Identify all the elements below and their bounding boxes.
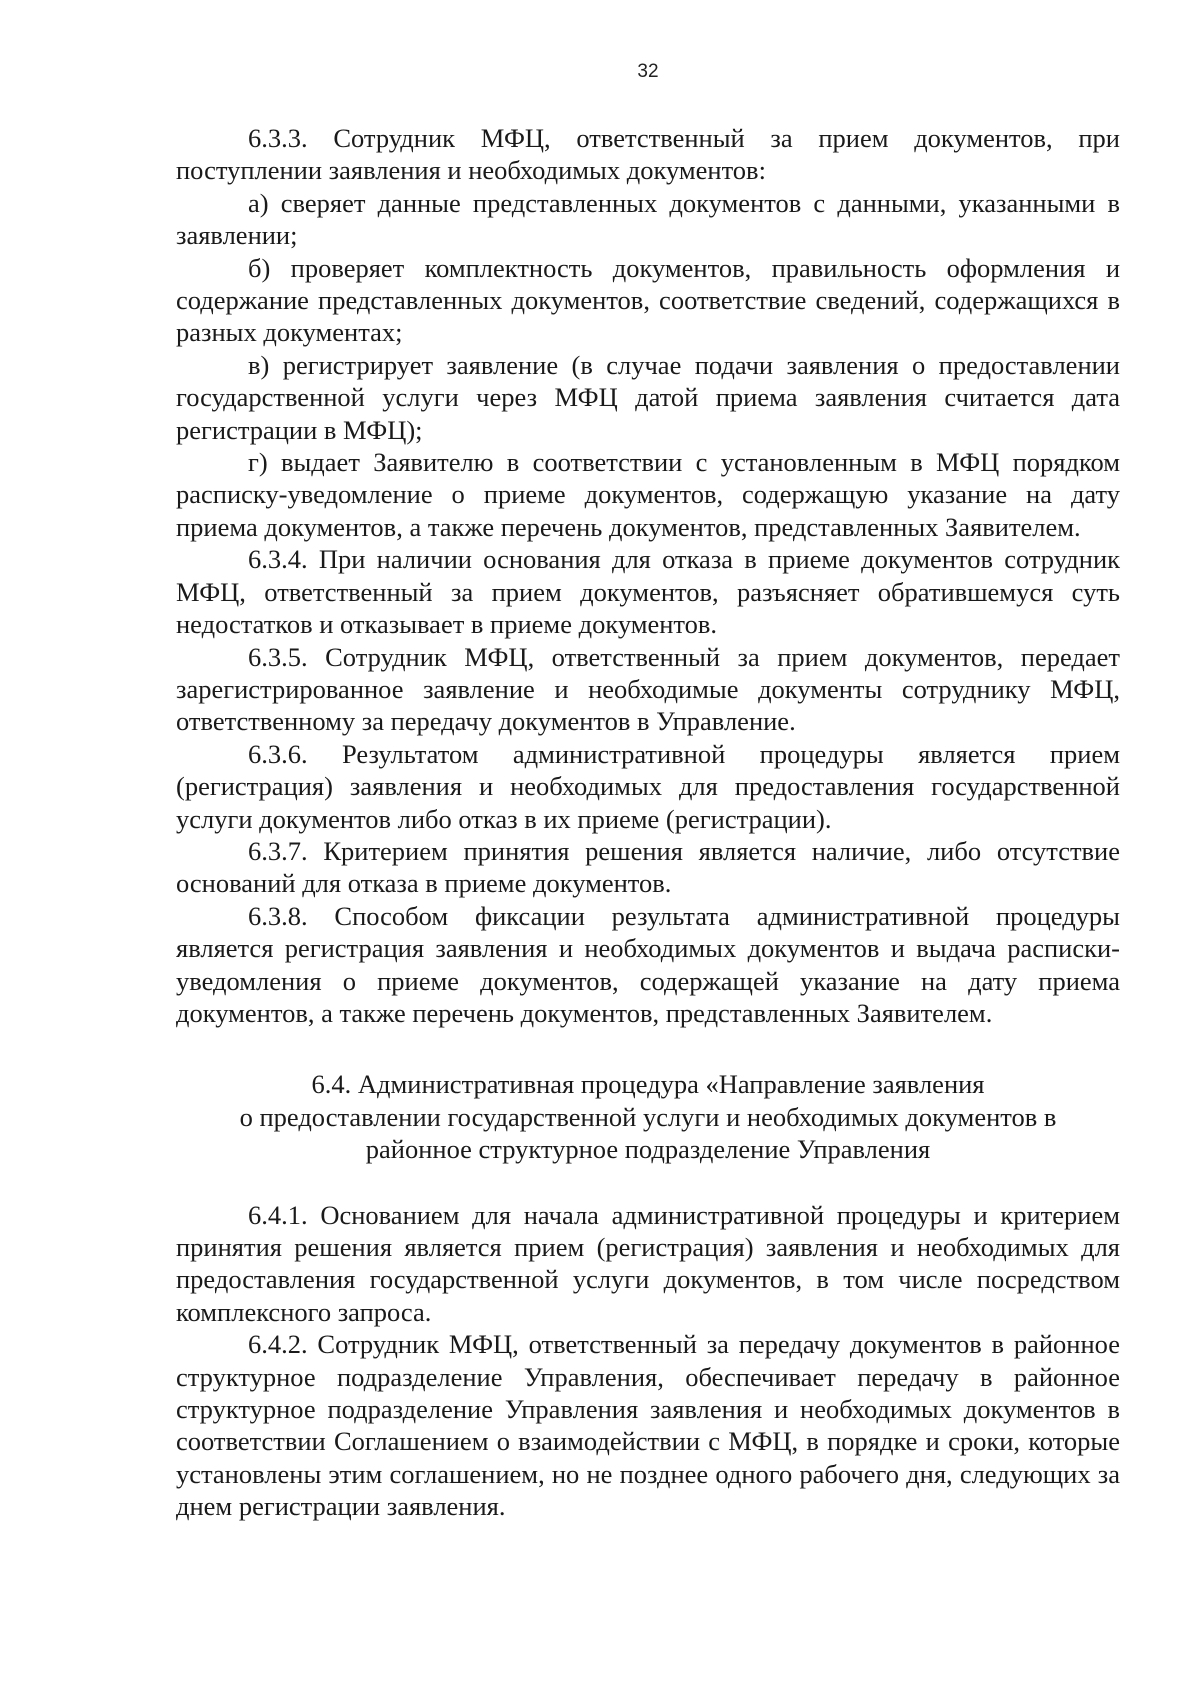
- paragraph-6-4-2: 6.4.2. Сотрудник МФЦ, ответственный за передачу документов в районное структурное подразделение Управления, обеспечивает передачу в районное структурное подразделение Управления заявления и необходимых документов в соответствии Соглашением о взаимодействии с МФЦ, в порядке и сроки, которые установлены этим соглашением, но не позднее одного рабочего дня, следующих за днем регистрации заявления.: [176, 1329, 1120, 1522]
- section-heading-line: о предоставлении государственной услуги и необходимых документов в: [239, 1101, 1057, 1132]
- paragraph-item-v: в) регистрирует заявление (в случае подачи заявления о предоставлении государственной услуги через МФЦ датой приема заявления считается дата регистрации в МФЦ);: [176, 349, 1120, 445]
- paragraph-6-3-4: 6.3.4. При наличии основания для отказа в приеме документов сотрудник МФЦ, ответственный за прием документов, разъясняет обратившемуся суть недостатков и отказывает в приеме документов.: [176, 544, 1120, 640]
- paragraph-item-b: б) проверяет комплектность документов, правильность оформления и содержание представленных документов, соответствие сведений, содержащихся в разных документах;: [176, 252, 1120, 348]
- section-heading-line: районное структурное подразделение Управления: [365, 1134, 931, 1165]
- page-number: 32: [637, 61, 659, 82]
- paragraph-6-3-5: 6.3.5. Сотрудник МФЦ, ответственный за прием документов, передает зарегистрированное заявление и необходимые документы сотруднику МФЦ, ответственному за передачу документов в Управление.: [176, 641, 1120, 737]
- paragraph-6-3-8: 6.3.8. Способом фиксации результата административной процедуры является регистрация заявления и необходимых документов и выдача расписки-уведомления о приеме документов, содержащей указание на дату приема документов, а также перечень документов, представленных Заявителем.: [176, 900, 1120, 1028]
- document-page: [176, 60, 1120, 1523]
- paragraph-item-g: г) выдает Заявителю в соответствии с установленным в МФЦ порядком расписку-уведомление о приеме документов, содержащую указание на дату приема документов, а также перечень документов, представленных Заявителем.: [176, 447, 1120, 542]
- section-heading-6-4: [176, 1068, 1120, 1165]
- paragraph-6-4-1: 6.4.1. Основанием для начала административной процедуры и критерием принятия решения является прием (регистрация) заявления и необходимых для предоставления государственной услуги документов, в том числе посредством комплексного запроса.: [176, 1199, 1120, 1327]
- paragraph-6-3-6: 6.3.6. Результатом административной процедуры является прием (регистрация) заявления и необходимых для предоставления государственной услуги документов либо отказ в их приеме (регистрации).: [176, 738, 1120, 834]
- section-heading-line: 6.4. Административная процедура «Направление заявления: [311, 1069, 985, 1100]
- paragraph-item-a: а) сверяет данные представленных документов с данными, указанными в заявлении;: [176, 187, 1120, 251]
- paragraph-6-3-3: 6.3.3. Сотрудник МФЦ, ответственный за прием документов, при поступлении заявления и необходимых документов:: [176, 123, 1120, 186]
- paragraph-6-3-7: 6.3.7. Критерием принятия решения является наличие, либо отсутствие оснований для отказа в приеме документов.: [176, 835, 1120, 899]
